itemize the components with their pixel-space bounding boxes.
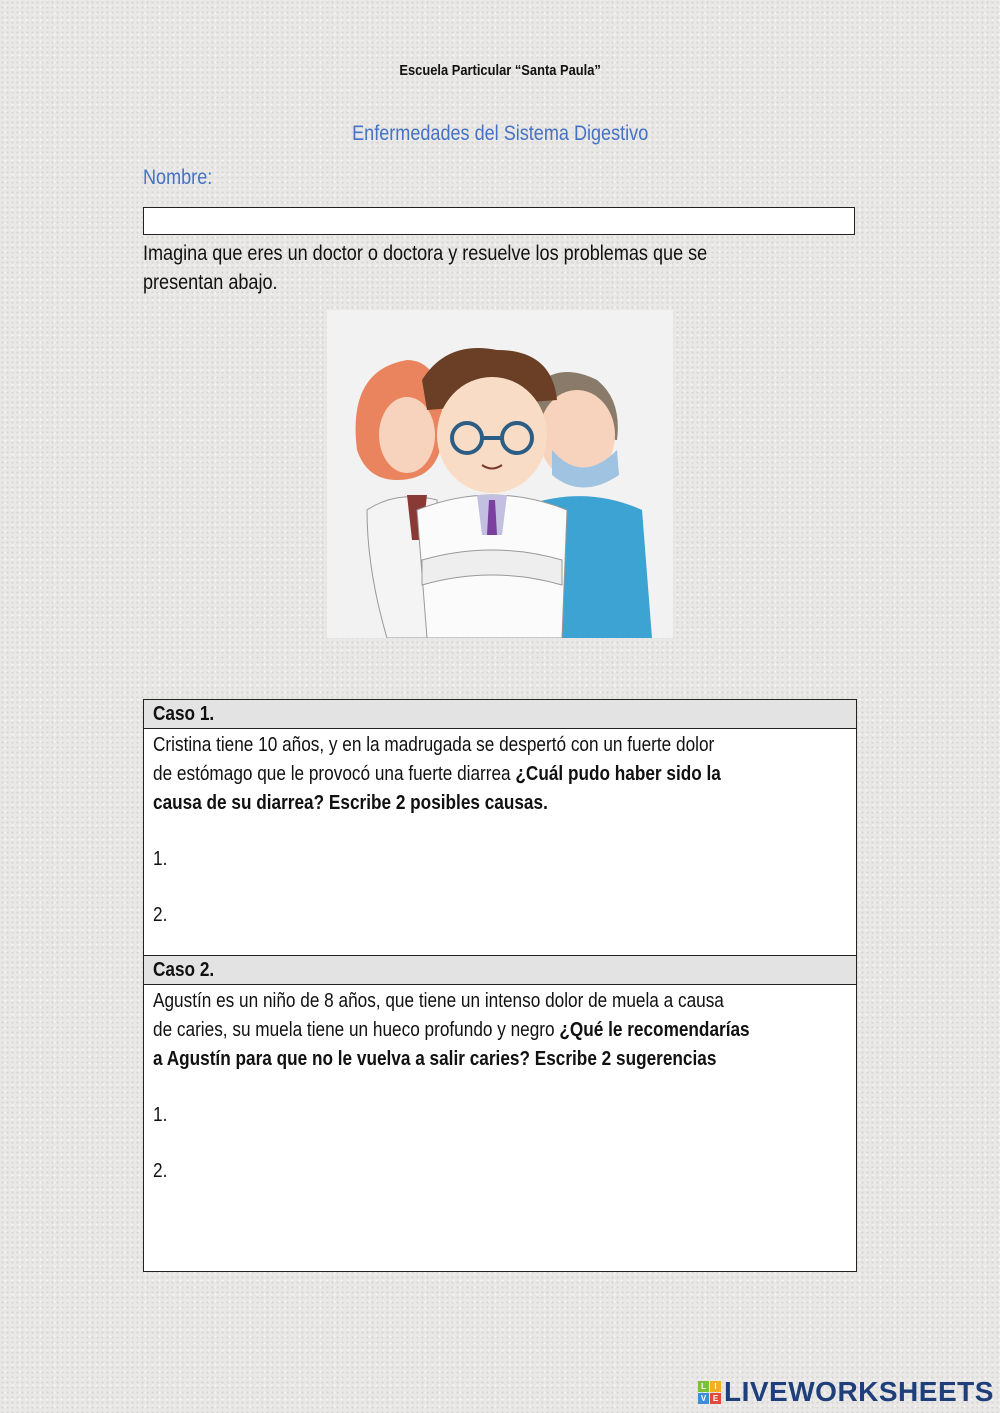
logo-cube: E — [710, 1393, 721, 1404]
nombre-label — [143, 166, 224, 190]
case-2-line-1: Agustín es un niño de 8 años, que tiene un intenso dolor de muela a causa — [153, 990, 724, 1012]
case-1-answer-2 — [153, 901, 847, 930]
answer-number: 1. — [153, 848, 168, 870]
case-1-line-2: de estómago que le provocó una fuerte diarrea — [153, 763, 516, 785]
case-2-title: Caso 2. — [153, 959, 215, 981]
doctors-illustration — [327, 310, 673, 638]
case-2-line-2: de caries, su muela tiene un hueco profundo y negro — [153, 1019, 560, 1041]
worksheet-title — [0, 122, 1000, 146]
case-2-answer-2 — [153, 1157, 847, 1186]
school-name-text: Escuela Particular “Santa Paula” — [399, 62, 601, 79]
logo-cubes-icon — [698, 1381, 721, 1404]
answer-number: 1. — [153, 1104, 168, 1126]
case-2-answer-1-input[interactable] — [175, 1104, 779, 1127]
case-1-answer-1-input[interactable] — [175, 848, 779, 871]
logo-text: LIVEWORKSHEETS — [724, 1376, 994, 1407]
case-2-question-start: ¿Qué le recomendarías — [559, 1019, 750, 1041]
intro-text — [143, 239, 799, 297]
worksheet-title-text: Enfermedades del Sistema Digestivo — [351, 122, 649, 145]
intro-line-1: Imagina que eres un doctor o doctora y resuelve los problemas que se — [143, 242, 708, 265]
case-1-body — [144, 729, 856, 955]
logo-cube: I — [710, 1381, 721, 1392]
case-1-title: Caso 1. — [153, 703, 215, 725]
case-1-answer-1 — [153, 845, 847, 874]
nombre-label-text: Nombre: — [143, 166, 213, 189]
liveworksheets-logo — [698, 1376, 994, 1408]
case-1-question-start: ¿Cuál pudo haber sido la — [515, 763, 721, 785]
case-1-question-end: causa de su diarrea? Escribe 2 posibles causas. — [153, 792, 548, 814]
case-2-question-end: a Agustín para que no le vuelva a salir caries? Escribe 2 sugerencias — [153, 1048, 717, 1070]
logo-cube: V — [698, 1393, 709, 1404]
answer-number: 2. — [153, 904, 168, 926]
case-1-header — [144, 699, 856, 729]
answer-number: 2. — [153, 1160, 168, 1182]
case-2-answer-2-input[interactable] — [175, 1160, 779, 1183]
intro-line-2: presentan abajo. — [143, 271, 278, 294]
case-2-header — [144, 955, 856, 985]
cases-table — [143, 699, 857, 1272]
case-2-answer-1 — [153, 1101, 847, 1130]
school-name — [0, 62, 1000, 79]
case-2-body — [144, 985, 856, 1271]
logo-cube: L — [698, 1381, 709, 1392]
case-1-answer-2-input[interactable] — [175, 904, 779, 927]
nombre-input[interactable] — [143, 207, 855, 235]
case-1-line-1: Cristina tiene 10 años, y en la madrugada se despertó con un fuerte dolor — [153, 734, 715, 756]
